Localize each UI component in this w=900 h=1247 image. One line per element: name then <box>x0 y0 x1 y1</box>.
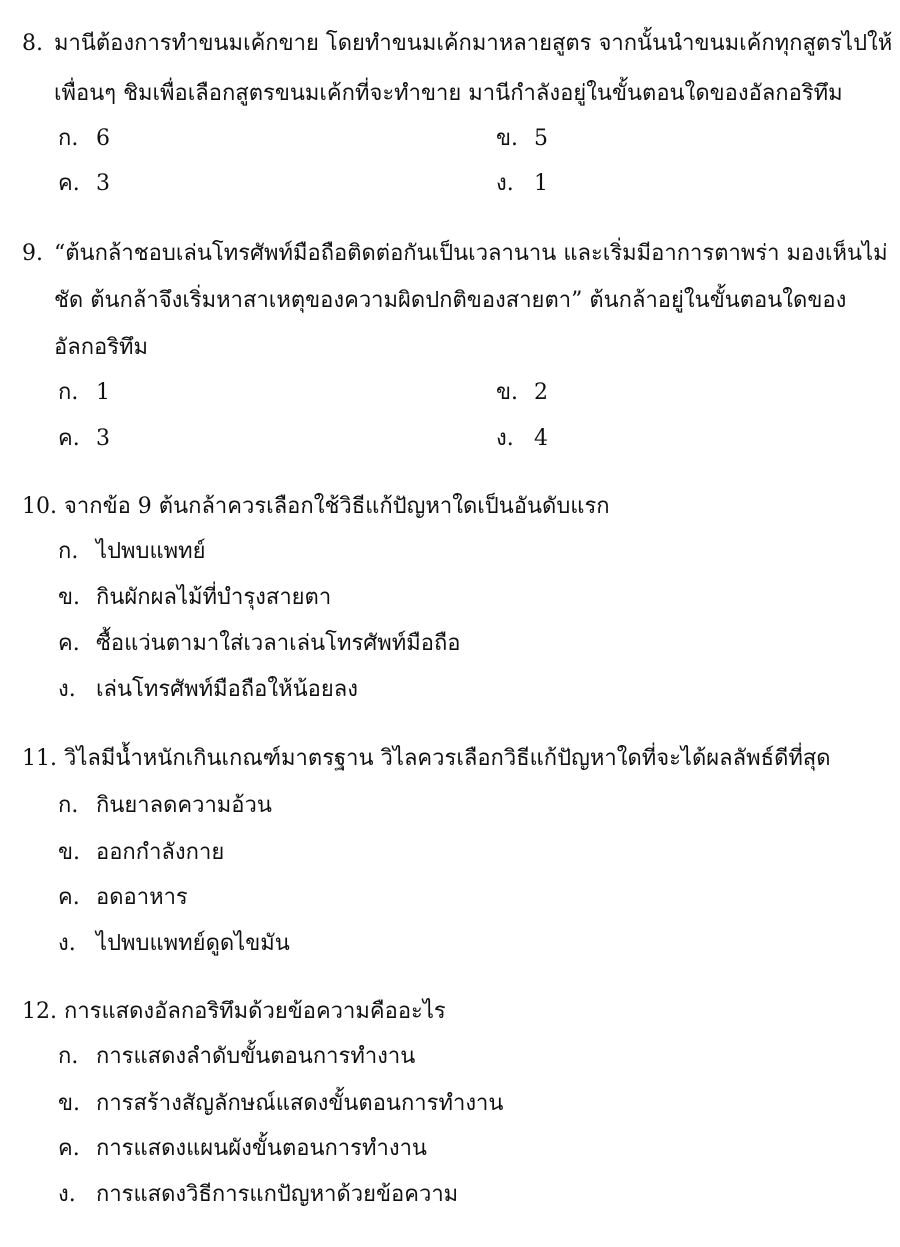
option-label: ค. <box>58 1136 80 1161</box>
question-number: 12. <box>22 999 57 1024</box>
option-label: ค. <box>58 171 80 196</box>
question-number: 10. <box>22 494 57 519</box>
option-label: ง. <box>496 426 514 451</box>
option-label: ก. <box>58 1044 79 1069</box>
option-text: การแสดงแผนผังขั้นตอนการทำงาน <box>96 1136 427 1161</box>
option-d <box>496 173 548 195</box>
option-c <box>58 173 110 195</box>
question-text-line: “ต้นกล้าชอบเล่นโทรศัพท์มือถือติดต่อกันเป็นเวลานาน และเริ่มมีอาการตาพร่า มองเห็นไม่ <box>54 241 888 266</box>
question-text: การแสดงอัลกอริทึมด้วยข้อความคืออะไร <box>64 999 446 1024</box>
question-text-line: มานีต้องการทำขนมเค้กขาย โดยทำขนมเค้กมาหลายสูตร จากนั้นนำขนมเค้กทุกสูตรไปให้ <box>54 31 893 56</box>
option-b <box>58 842 224 864</box>
option-label: ค. <box>58 631 80 656</box>
option-text: กินผักผลไม้ที่บำรุงสายตา <box>96 585 332 610</box>
option-d <box>58 679 358 701</box>
option-d <box>58 933 290 955</box>
option-b <box>496 128 548 150</box>
option-label: ข. <box>58 1091 81 1116</box>
option-text: 6 <box>96 126 110 151</box>
option-text: 3 <box>96 171 110 196</box>
option-text: เล่นโทรศัพท์มือถือให้น้อยลง <box>96 677 359 702</box>
question-text: วิไลมีน้ำหนักเกินเกณฑ์มาตรฐาน วิไลควรเลือกวิธีแก้ปัญหาใดที่จะได้ผลลัพธ์ดีที่สุด <box>64 746 831 771</box>
option-text: ไปพบแพทย์ <box>96 539 206 564</box>
question-number: 11. <box>22 746 57 771</box>
option-text: 1 <box>534 171 548 196</box>
option-d <box>58 1184 458 1206</box>
option-label: ก. <box>58 539 79 564</box>
option-label: ข. <box>496 126 519 151</box>
option-c <box>58 633 460 655</box>
question-text-line: เพื่อนๆ ชิมเพื่อเลือกสูตรขนมเค้กที่จะทำขาย มานีกำลังอยู่ในขั้นตอนใดของอัลกอริทึม <box>54 81 843 106</box>
option-text: ซื้อแว่นตามาใส่เวลาเล่นโทรศัพท์มือถือ <box>96 631 461 656</box>
question-text: จากข้อ 9 ต้นกล้าควรเลือกใช้วิธีแก้ปัญหาใดเป็นอันดับแรก <box>64 494 610 519</box>
option-label: ง. <box>496 171 514 196</box>
option-text: 3 <box>96 426 110 451</box>
option-a <box>58 382 110 404</box>
option-d <box>496 428 548 450</box>
option-label: ข. <box>58 840 81 865</box>
option-text: กินยาลดความอ้วน <box>96 793 272 818</box>
option-label: ง. <box>58 1182 76 1207</box>
option-text: 5 <box>534 126 548 151</box>
option-label: ก. <box>58 380 79 405</box>
option-text: การแสดงวิธีการแกปัญหาด้วยข้อความ <box>96 1182 459 1207</box>
option-label: ง. <box>58 677 76 702</box>
option-b <box>58 587 331 609</box>
option-b <box>58 1093 503 1115</box>
option-text: ออกกำลังกาย <box>96 840 225 865</box>
question-number: 9. <box>22 241 43 266</box>
option-label: ก. <box>58 126 79 151</box>
question-text-line <box>22 1001 446 1023</box>
option-a <box>58 541 206 563</box>
option-text: 4 <box>534 426 548 451</box>
option-label: ข. <box>496 380 519 405</box>
option-text: ไปพบแพทย์ดูดไขมัน <box>96 931 290 956</box>
question-text-line <box>22 496 610 518</box>
question-text-line <box>22 748 831 770</box>
option-label: ง. <box>58 931 76 956</box>
option-label: ก. <box>58 793 79 818</box>
question-text-line: ชัด ต้นกล้าจึงเริ่มหาสาเหตุของความผิดปกติของสายตา” ต้นกล้าอยู่ในขั้นตอนใดของ <box>54 288 847 313</box>
option-c <box>58 887 188 909</box>
option-label: ค. <box>58 885 80 910</box>
question-number: 8. <box>22 31 43 56</box>
option-text: 2 <box>534 380 548 405</box>
option-label: ข. <box>58 585 81 610</box>
option-b <box>496 382 548 404</box>
option-c <box>58 428 110 450</box>
option-label: ค. <box>58 426 80 451</box>
option-a <box>58 1046 415 1068</box>
option-text: การแสดงลำดับขั้นตอนการทำงาน <box>96 1044 416 1069</box>
option-text: 1 <box>96 380 110 405</box>
option-a <box>58 795 272 817</box>
option-c <box>58 1138 427 1160</box>
option-a <box>58 128 110 150</box>
option-text: การสร้างสัญลักษณ์แสดงขั้นตอนการทำงาน <box>96 1091 504 1116</box>
option-text: อดอาหาร <box>96 885 188 910</box>
question-text-line: อัลกอริทึม <box>54 335 149 360</box>
